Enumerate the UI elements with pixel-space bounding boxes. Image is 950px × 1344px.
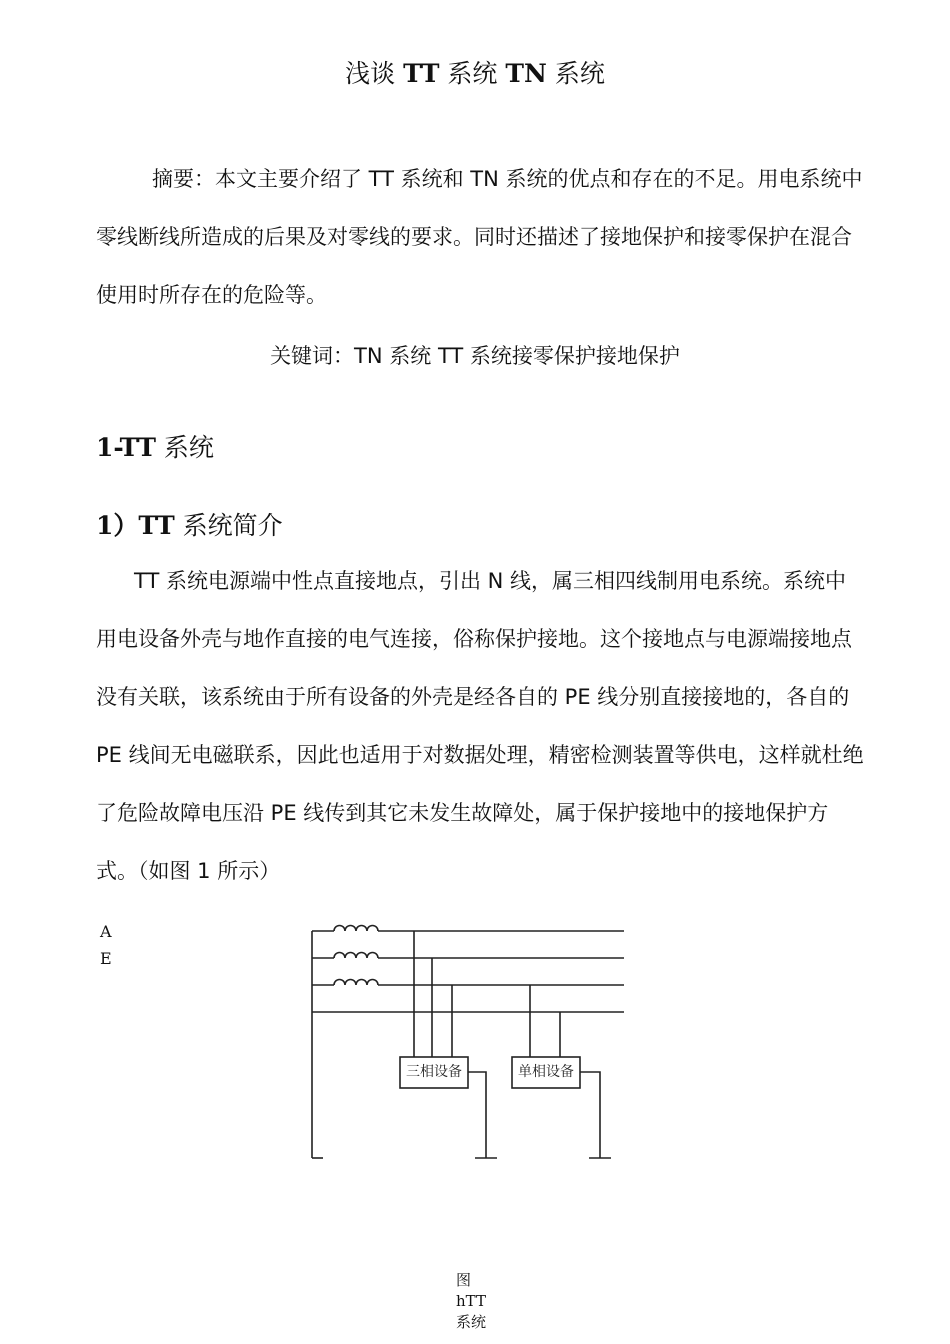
coil-1 — [334, 926, 378, 932]
subsection-heading-1-number: 1）TT — [96, 511, 175, 540]
single-phase-pe-line — [580, 1072, 600, 1158]
section-heading-1-number: 1-TT — [96, 433, 156, 462]
abstract-paragraph: 摘要：本文主要介绍了 TT 系统和 TN 系统的优点和存在的不足。用电系统中零线断线所造成的后果及对零线的要求。同时还描述了接地保护和接零保护在混合使用时所存在的危险等。 — [96, 167, 863, 307]
title-part-4: TN — [505, 59, 547, 88]
phase-line-2 — [312, 953, 624, 959]
title-part-2: TT — [403, 59, 440, 88]
coil-3 — [334, 980, 378, 986]
caption-line-3: 系统 — [456, 1313, 487, 1331]
phase-line-3 — [312, 980, 624, 986]
document-title — [0, 54, 950, 90]
coil-2 — [334, 953, 378, 959]
title-part-3: 系统 — [447, 59, 498, 88]
section-heading-1 — [96, 428, 214, 464]
three-phase-pe-line — [468, 1072, 486, 1158]
side-label-e: E — [100, 949, 112, 968]
subsection-heading-1 — [96, 506, 283, 542]
subsection-heading-1-label: 系统简介 — [182, 511, 283, 540]
caption-line-2: hTT — [456, 1292, 486, 1310]
keywords-line: 关键词：TN 系统 TT 系统接零保护接地保护 — [270, 344, 680, 368]
side-label-a: A — [100, 922, 112, 941]
tt-system-diagram — [296, 915, 636, 1165]
single-phase-equipment-label: 单相设备 — [518, 1064, 574, 1080]
title-part-5: 系统 — [554, 59, 605, 88]
section-heading-1-label: 系统 — [163, 433, 214, 462]
phase-line-1 — [312, 926, 624, 932]
three-phase-equipment-label: 三相设备 — [406, 1064, 462, 1080]
body-paragraph: TT 系统电源端中性点直接地点，引出 N 线，属三相四线制用电系统。系统中用电设备外壳与地作直接的电气连接，俗称保护接地。这个接地点与电源端接地点没有关联，该系统由于所有设备的外壳是经各自的 PE 线分别直接接地的，各自的 PE 线间无电磁联系，因此也适用于对数据处理，精密检测装置等供电，这样就杜绝了危险故障电压沿 PE 线传到其它未发生故障处，属于保护接地中的接地保护方式。（如图 1 所示） — [96, 569, 864, 883]
caption-line-1: 图 — [456, 1271, 472, 1289]
title-part-1: 浅谈 — [345, 59, 396, 88]
figure-caption — [456, 1270, 496, 1333]
